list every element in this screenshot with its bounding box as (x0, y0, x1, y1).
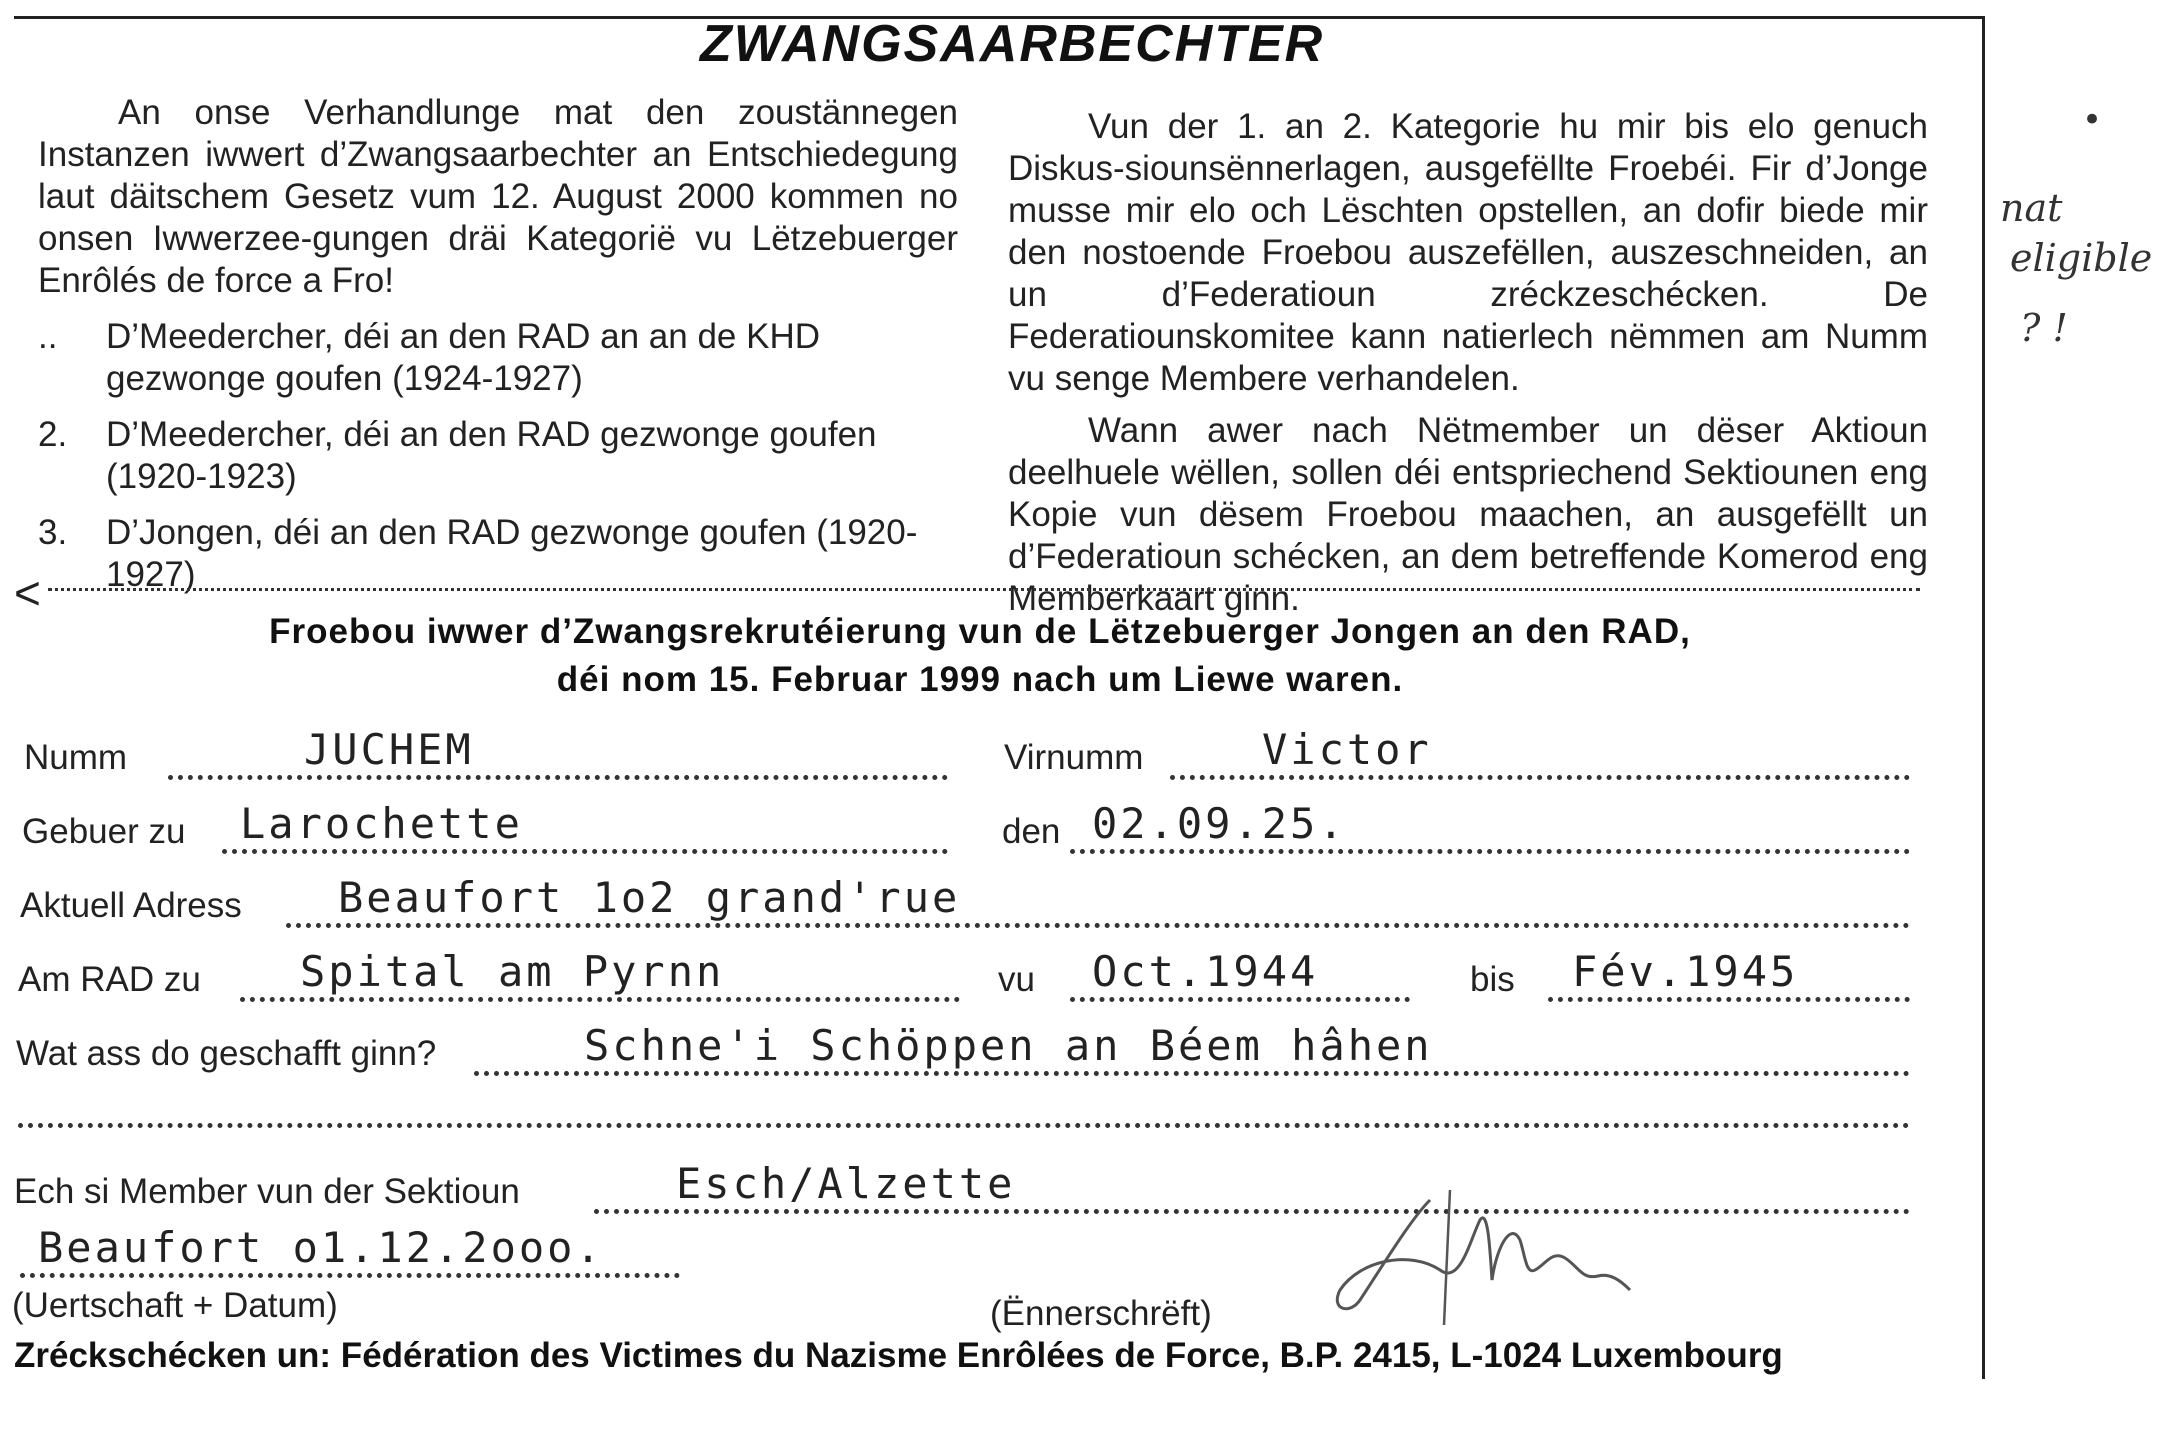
numm-field[interactable]: JUCHEM (304, 725, 474, 774)
gebuer-dots (222, 849, 948, 854)
page-title: ZWANGSAARBECHTER (700, 15, 1325, 73)
right-paragraph-1: Vun der 1. an 2. Kategorie hu mir bis elo genuch Diskus-siounsënnerlagen, ausgefëllte Froebéi. Fir d’Jonge musse mir elo och Lëschten opstellen, an dofir biede mir den nostoende Froebou auszefëllen, auszeschneiden, an un d’Federatioun zréckzeschécken. De Federatiounskomitee kann natierlech nëmmen am Numm vu senge Membere verhandelen. (1008, 107, 1928, 398)
geschafft-continuation-dots[interactable] (18, 1123, 1910, 1128)
member-field[interactable]: Esch/Alzette (676, 1159, 1016, 1208)
vu-dots (1070, 997, 1410, 1002)
member-dots (594, 1209, 1910, 1214)
signature-image (1320, 1180, 1640, 1330)
right-paragraph-2: Wann awer nach Nëtmember un dëser Aktioun deelhuele wëllen, sollen déi entspriechend Sektiounen eng Kopie vun dësem Froebou maachen, an ausgefëllt un d’Federatioun schécken, an dem betreffende Komerod eng Memberkaart ginn. (1008, 411, 1928, 618)
geschafft-dots (474, 1071, 1910, 1076)
ort-datum-dots (20, 1273, 680, 1278)
form-row-address (0, 873, 2184, 932)
form-heading-line-1: Froebou iwwer d’Zwangsrekrutéierung vun de Lëtzebuerger Jongen an den RAD, (269, 612, 1691, 651)
virnumm-field[interactable]: Victor (1262, 725, 1432, 774)
numm-dots (168, 775, 948, 780)
form-row-work-continued (0, 1086, 2184, 1132)
form-row-name (0, 725, 2184, 784)
virnumm-label: Virnumm (1004, 738, 1144, 777)
category-text: D’Jongen, déi an den RAD gezwonge goufen (1920-1927) (106, 513, 918, 594)
category-marker: 3. (38, 513, 68, 552)
adress-dots (286, 923, 1910, 928)
category-text: D’Meedercher, déi an den RAD gezwonge goufen (1920-1923) (106, 415, 877, 496)
den-field[interactable]: 02.09.25. (1092, 799, 1347, 848)
cut-line (48, 588, 1920, 591)
category-marker: 2. (38, 415, 68, 454)
form-row-work (0, 1021, 2184, 1080)
adress-label: Aktuell Adress (20, 886, 242, 925)
margin-mark: • (2082, 100, 2103, 140)
ort-datum-caption: (Uertschaft + Datum) (12, 1286, 338, 1325)
form-heading-line-2: déi nom 15. Februar 1999 nach um Liewe waren. (556, 660, 1404, 699)
cut-arrow-icon: < (14, 567, 41, 619)
ort-datum-field[interactable]: Beaufort o1.12.2ooo. (38, 1223, 604, 1272)
bis-dots (1548, 997, 1910, 1002)
form-row-birth (0, 799, 2184, 858)
category-item-2 (38, 414, 958, 498)
intro-right-column (1008, 106, 1928, 630)
bis-field[interactable]: Fév.1945 (1572, 947, 1799, 996)
form-heading (60, 608, 1900, 704)
rad-field[interactable]: Spital am Pyrnn (300, 947, 725, 996)
category-item-3 (38, 512, 958, 596)
vu-field[interactable]: Oct.1944 (1092, 947, 1319, 996)
rad-dots (240, 997, 960, 1002)
member-label: Ech si Member vun der Sektioun (14, 1172, 520, 1211)
intro-paragraph: An onse Verhandlunge mat den zoustännegen Instanzen iwwert d’Zwangsaarbechter an Entschiedegung laut däitschem Gesetz vum 12. August 2000 kommen no onsen Iwwerzee-gungen dräi Kategorië vu Lëtzebuerger Enrôlés de force a Fro! (38, 93, 958, 300)
category-marker: .. (38, 317, 58, 356)
virnumm-dots (1170, 775, 1910, 780)
bis-label: bis (1470, 960, 1515, 999)
adress-field[interactable]: Beaufort 1o2 grand'rue (338, 873, 961, 922)
signature-caption: (Ënnerschrëft) (990, 1294, 1212, 1333)
vu-label: vu (998, 960, 1035, 999)
gebuer-label: Gebuer zu (22, 812, 186, 851)
return-address: Zréckschécken un: Fédération des Victimes du Nazisme Enrôlées de Force, B.P. 2415, L-1024 Luxembourg (14, 1336, 1783, 1375)
numm-label: Numm (24, 738, 128, 777)
category-item-1 (38, 316, 958, 400)
margin-note-2: eligible (2010, 236, 2153, 280)
margin-note-1: nat (2000, 186, 2063, 230)
gebuer-field[interactable]: Larochette (240, 799, 523, 848)
form-row-place-date (0, 1223, 2184, 1282)
den-dots (1070, 849, 1910, 854)
geschafft-label: Wat ass do geschafft ginn? (16, 1034, 437, 1073)
form-row-rad (0, 947, 2184, 1006)
form-row-section (0, 1159, 2184, 1218)
category-text: D’Meedercher, déi an den RAD an an de KHD gezwonge goufen (1924-1927) (106, 317, 821, 398)
rad-label: Am RAD zu (18, 960, 201, 999)
margin-note-3: ? ! (2020, 306, 2068, 350)
den-label: den (1002, 812, 1061, 851)
geschafft-field[interactable]: Schne'i Schöppen an Béem hâhen (584, 1021, 1433, 1070)
intro-left-column (38, 92, 958, 596)
